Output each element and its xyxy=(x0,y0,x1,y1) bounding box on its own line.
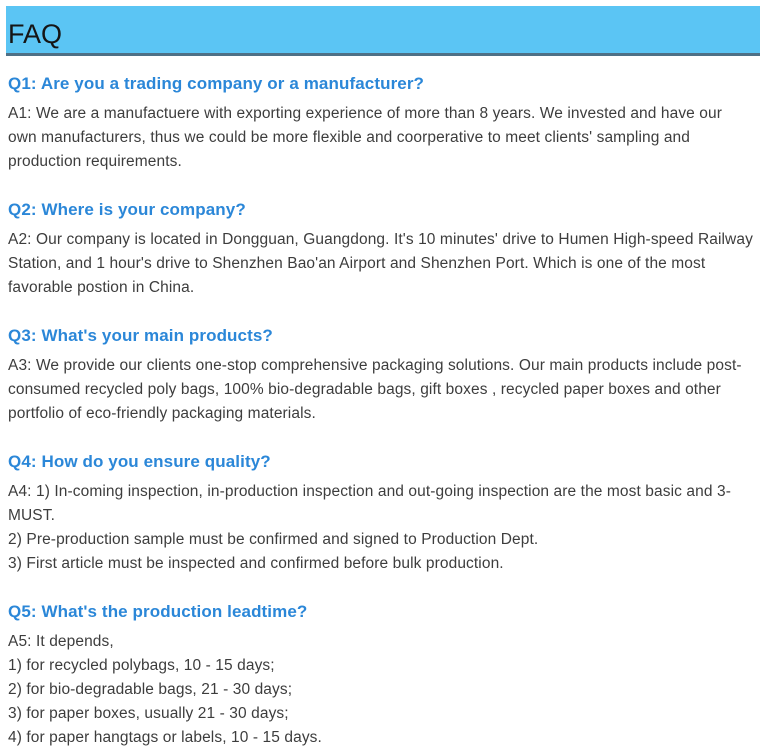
faq-answer: A1: We are a manufactuere with exporting experience of more than 8 years. We invested and have our own manufacturers, thus we could be more flexible and coorperative to meet clients' sampling and production requirements. xyxy=(8,105,723,170)
faq-section-q1 xyxy=(8,74,753,174)
faq-answer-line: 3) for paper boxes, usually 21 - 30 days; xyxy=(8,705,289,722)
faq-section-q5 xyxy=(8,602,753,748)
faq-answer-line: 2) Pre-production sample must be confirmed and signed to Production Dept. xyxy=(8,531,539,548)
faq-answer-line: 1) for recycled polybags, 10 - 15 days; xyxy=(8,657,275,674)
faq-question: Q5: What's the production leadtime? xyxy=(8,602,308,621)
faq-question: Q2: Where is your company? xyxy=(8,200,246,219)
faq-answer-line: 4) for paper hangtags or labels, 10 - 15 days. xyxy=(8,729,322,746)
faq-answer: A3: We provide our clients one-stop comprehensive packaging solutions. Our main products include post-consumed recycled poly bags, 100% bio-degradable bags, gift boxes , recycled paper boxes and other portfolio of eco-friendly packaging materials. xyxy=(8,357,742,422)
faq-answer: A2: Our company is located in Dongguan, Guangdong. It's 10 minutes' drive to Humen High-speed Railway Station, and 1 hour's drive to Shenzhen Bao'an Airport and Shenzhen Port. Which is one of the most favorable postion in China. xyxy=(8,231,753,296)
faq-answer-line: 2) for bio-degradable bags, 21 - 30 days; xyxy=(8,681,293,698)
faq-answer-line: A5: It depends, xyxy=(8,633,114,650)
faq-content xyxy=(0,56,765,748)
page-title: FAQ xyxy=(8,19,63,49)
faq-section-q2 xyxy=(8,200,753,300)
faq-question: Q3: What's your main products? xyxy=(8,326,273,345)
faq-answer-line: 3) First article must be inspected and confirmed before bulk production. xyxy=(8,555,504,572)
faq-question: Q4: How do you ensure quality? xyxy=(8,452,271,471)
faq-header-bar xyxy=(6,6,760,56)
faq-question: Q1: Are you a trading company or a manufacturer? xyxy=(8,74,425,93)
faq-section-q4 xyxy=(8,452,753,576)
faq-section-q3 xyxy=(8,326,753,426)
faq-answer-line: A4: 1) In-coming inspection, in-production inspection and out-going inspection are the most basic and 3-MUST. xyxy=(8,483,731,524)
